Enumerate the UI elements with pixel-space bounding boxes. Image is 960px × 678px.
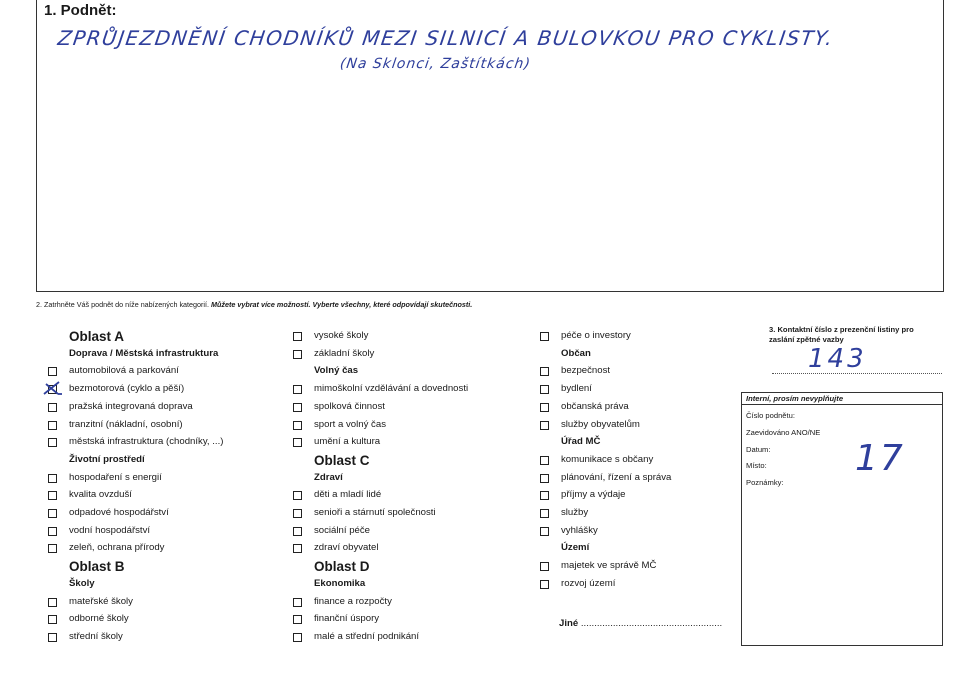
checkbox-label: senioři a stárnutí společnosti: [314, 507, 436, 518]
checkbox-label: mimoškolní vzdělávání a dovednosti: [314, 383, 469, 395]
section1-title: 1. Podnět:: [44, 2, 117, 19]
checkbox-icon[interactable]: [540, 509, 549, 518]
internal-title: Interní, prosím nevyplňujte: [746, 394, 844, 403]
checkbox-icon[interactable]: [540, 421, 549, 430]
checkbox-label: bydlení: [561, 383, 592, 395]
checkbox-icon[interactable]: [540, 332, 549, 341]
subcategory-label: Občan: [561, 347, 591, 359]
internal-field-poznamky: Poznámky:: [746, 478, 784, 487]
checkbox-label: děti a mladí lidé: [314, 489, 382, 501]
checkbox-label: sociální péče: [314, 524, 370, 536]
subcategory-label: Volný čas: [314, 365, 359, 377]
checkbox-icon[interactable]: [293, 509, 302, 518]
handwritten-podnet-line1: ZPRŮJEZDNĚNÍ CHODNÍKŮ MEZI SILNICÍ A BULOVKOU PRO CYKLISTY.: [56, 26, 836, 50]
checkbox-icon[interactable]: [540, 527, 549, 536]
checkbox-icon[interactable]: [293, 332, 302, 341]
checkbox-label: vodní hospodářství: [69, 524, 151, 536]
checkbox-label: vysoké školy: [314, 330, 369, 341]
checkbox-icon[interactable]: [293, 403, 302, 412]
checkbox-icon[interactable]: [293, 633, 302, 642]
checkbox-icon[interactable]: [540, 562, 549, 571]
checkbox-icon[interactable]: [48, 491, 57, 500]
checkbox-label: finanční úspory: [314, 613, 380, 625]
checkbox-icon[interactable]: [293, 438, 302, 447]
checkbox-label: finance a rozpočty: [314, 595, 392, 607]
checkbox-icon[interactable]: [48, 544, 57, 553]
checkbox-icon[interactable]: [293, 421, 302, 430]
internal-field-datum: Datum:: [746, 445, 771, 454]
section2-text: 2. Zatrhněte Váš podnět do níže nabízených kategorií.: [36, 300, 210, 309]
checkbox-label: tranzitní (nákladní, osobní): [69, 418, 183, 430]
internal-field-misto: Místo:: [746, 461, 767, 470]
area-heading-label: Oblast A: [69, 329, 125, 344]
checkbox-label: rozvoj území: [561, 577, 616, 589]
checkbox-label: střední školy: [69, 630, 123, 642]
jine-field[interactable]: [559, 618, 722, 629]
internal-field-zaevidovano: Zaevidováno ANO/NE: [746, 428, 821, 437]
checkbox-label: příjmy a výdaje: [561, 489, 626, 501]
checkbox-label: odborné školy: [69, 613, 129, 625]
checkbox-icon[interactable]: [293, 615, 302, 624]
checkbox-icon[interactable]: [293, 598, 302, 607]
checkbox-icon[interactable]: [540, 456, 549, 465]
handwritten-contact-number: 143: [808, 344, 867, 374]
checkbox-label: městská infrastruktura (chodníky, ...): [69, 436, 224, 448]
checkbox-icon[interactable]: [540, 474, 549, 483]
checkbox-icon[interactable]: [48, 633, 57, 642]
checkbox-label: malé a střední podnikání: [314, 630, 420, 642]
checkbox-label: majetek ve správě MČ: [561, 560, 657, 572]
checkbox-icon[interactable]: [48, 367, 57, 376]
checkbox-icon[interactable]: [293, 491, 302, 500]
checkbox-icon[interactable]: [48, 403, 57, 412]
checkbox-label: péče o investory: [561, 330, 631, 341]
checkbox-icon[interactable]: [293, 350, 302, 359]
section2-instruction: [36, 300, 472, 309]
checkbox-label: komunikace s občany: [561, 453, 654, 465]
checkbox-icon[interactable]: [48, 421, 57, 430]
checkbox-icon[interactable]: [48, 615, 57, 624]
checkbox-icon[interactable]: [293, 527, 302, 536]
checkbox-label: sport a volný čas: [314, 418, 386, 430]
checkbox-label: zeleň, ochrana přírody: [69, 542, 165, 554]
checkbox-label: kvalita ovzduší: [69, 489, 132, 501]
checkbox-label: odpadové hospodářství: [69, 507, 169, 518]
subcategory-label: Území: [561, 542, 590, 554]
jine-label: Jiné: [559, 618, 579, 629]
checkbox-label: plánování, řízení a správa: [561, 471, 672, 483]
checkbox-label: spolková činnost: [314, 400, 385, 412]
checkbox-label: bezmotorová (cyklo a pěší): [69, 383, 185, 395]
checkbox-label: zdraví obyvatel: [314, 542, 379, 554]
area-heading-label: Oblast B: [69, 559, 125, 575]
checkbox-label: služby obyvatelům: [561, 418, 640, 430]
checkbox-icon[interactable]: [48, 509, 57, 518]
checkbox-icon[interactable]: [293, 385, 302, 394]
checkbox-label: mateřské školy: [69, 595, 133, 607]
checkbox-icon[interactable]: [540, 580, 549, 589]
checkbox-icon[interactable]: [48, 598, 57, 607]
checkbox-label: umění a kultura: [314, 436, 381, 448]
checkbox-label: služby: [561, 507, 589, 518]
checkbox-icon[interactable]: [48, 438, 57, 447]
checkbox-label: hospodaření s energií: [69, 471, 162, 483]
checkbox-icon[interactable]: [540, 367, 549, 376]
jine-dots: .....................................................: [580, 618, 723, 629]
handwritten-internal-number: 17: [855, 438, 905, 479]
checkbox-icon[interactable]: [293, 544, 302, 553]
section3-title: 3. Kontaktní číslo z prezenční listiny pro zaslání zpětné vazby: [769, 325, 914, 344]
checkbox-label: občanská práva: [561, 400, 629, 412]
checkbox-checked-icon[interactable]: [48, 385, 57, 394]
area-heading-label: Oblast D: [314, 559, 370, 575]
internal-divider: [741, 404, 943, 405]
subcategory-label: Životní prostředí: [69, 453, 145, 465]
checkbox-label: vyhlášky: [561, 524, 598, 536]
subcategory-label: Školy: [69, 577, 95, 589]
subcategory-label: Doprava / Městská infrastruktura: [69, 347, 219, 359]
internal-field-cislo: Číslo podnětu:: [746, 411, 795, 420]
area-heading-label: Oblast C: [314, 452, 370, 468]
section2-emphasis: Můžete vybrat více možností. Vyberte všechny, které odpovídají skutečnosti.: [211, 300, 473, 309]
checkbox-label: základní školy: [314, 347, 375, 359]
handwritten-podnet-line2: (Na Sklonci, Zaštítkách): [338, 56, 532, 72]
subcategory-label: Úřad MČ: [561, 436, 601, 448]
subcategory-label: Ekonomika: [314, 577, 366, 589]
checkbox-label: pražská integrovaná doprava: [69, 400, 193, 412]
subcategory-label: Zdraví: [314, 471, 343, 483]
checkbox-icon[interactable]: [540, 403, 549, 412]
checkbox-icon[interactable]: [48, 474, 57, 483]
checkbox-label: automobilová a parkování: [69, 365, 179, 377]
checkbox-icon[interactable]: [48, 527, 57, 536]
checkbox-icon[interactable]: [540, 491, 549, 500]
checkbox-icon[interactable]: [540, 385, 549, 394]
checkbox-label: bezpečnost: [561, 365, 611, 377]
